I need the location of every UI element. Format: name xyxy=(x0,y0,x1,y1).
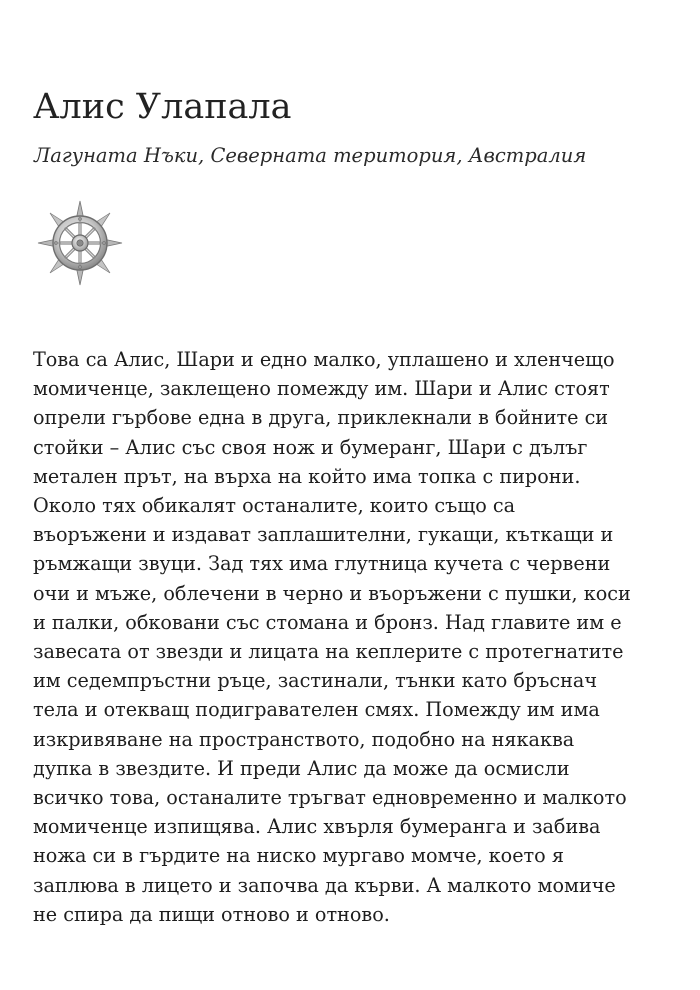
text-line: стойки – Алис със своя нож и бумеранг, Шари с дълъг xyxy=(33,435,588,459)
text-line: метален прът, на върха на който има топка с пирони. xyxy=(33,464,581,488)
text-line: въоръжени и издават заплашителни, гукащи, къткащи и xyxy=(33,523,614,547)
text-line: Около тях обикалят останалите, които също са xyxy=(33,494,516,518)
text-line: ръмжащи звуци. Зад тях има глутница кучета с червени xyxy=(33,552,611,576)
text-line: изкривяване на пространството, подобно на някаква xyxy=(33,727,575,751)
text-line: не спира да пищи отново и отново. xyxy=(33,902,390,926)
body-paragraph xyxy=(33,345,678,929)
text-line: Това са Алис, Шари и едно малко, уплашено и хленчещо xyxy=(33,348,615,371)
text-line: им седемпръстни ръце, застинали, тънки като бръснач xyxy=(33,669,598,693)
chapter-title: Алис Улапала xyxy=(33,87,292,127)
text-line: завесата от звезди и лицата на кеплерите с протегнатите xyxy=(33,640,624,664)
chapter-subtitle: Лагуната Нъки, Северната територия, Австралия xyxy=(34,144,587,167)
text-line: очи и мъже, облечени в черно и въоръжени с пушки, коси xyxy=(33,581,631,605)
text-line: тела и отекващ подигравателен смях. Помежду им има xyxy=(33,698,600,722)
text-line: и палки, обковани със стомана и бронз. Над главите им е xyxy=(33,610,622,634)
text-line: опрели гърбове една в друга, приклекнали в бойните си xyxy=(33,406,609,430)
text-line: момиченце, заклещено помежду им. Шари и Алис стоят xyxy=(33,377,610,401)
compass-wheel-ornament-icon xyxy=(37,200,123,286)
text-line: дупка в звездите. И преди Алис да може да осмисли xyxy=(33,756,570,780)
text-line: заплюва в лицето и започва да кърви. А малкото момиче xyxy=(33,873,616,897)
text-line: ножа си в гърдите на ниско мургаво момче, което я xyxy=(33,844,564,868)
text-line: момиченце изпищява. Алис хвърля бумеранга и забива xyxy=(33,815,601,839)
text-line: всичко това, останалите тръгват едновременно и малкото xyxy=(33,786,627,810)
